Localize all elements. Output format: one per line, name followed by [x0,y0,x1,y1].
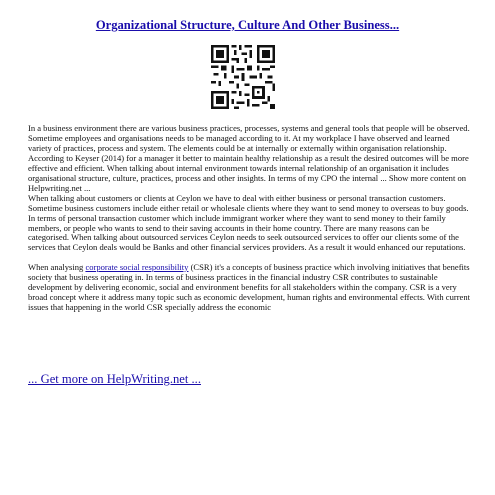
paragraph [28,263,470,313]
article-body [28,124,470,313]
document-title-link[interactable]: Organizational Structure, Culture And Other Business... [95,18,400,32]
get-more-link[interactable]: ... Get more on HelpWriting.net ... [28,372,201,386]
csr-link[interactable]: corporate social responsibility [85,261,189,272]
paragraph-text: (CSR) it's a concepts of business practice which involving initiatives that benefits society that business operating in. In terms of business practices in the financial industry CSR contributes to sustainable development by delivering economic, social and environment benefits for all stakeholders within the company. CSR is a very broad concept where it address many topic such as economic development, human rights and environmental effects. With current issues that happening in the world CSR specially address the economic [28,261,470,312]
paragraph: In a business environment there are various business practices, processes, systems and general tools that people will be observed. Sometime employees and organisations needs to be managed according to it. At my workplace I have observed and learned variety of practices, process and system. The elements could be at internally or externally within organisation relationship. According to Keyser (2014) for a manager it better to maintain healthy relationship as a result the desired outcomes will be more effective and efficient. When talking about internal environment towards internal relationship of an organisation it includes organisational structure, culture, practices, process and other insights. In terms of my CPO the internal ... Show more content on Helpwriting.net ... [28,123,470,193]
paragraph: When talking about customers or clients at Ceylon we have to deal with either business or personal transaction customers. Sometime business customers include either retail or wholesale clients where they want to send money to overseas to buy goods. In terms of personal transaction customer which include immigrant worker where they want to send money to their family members, or people who wants to send to their saving accounts in their home country. There are many reasons can be categorised. When talking about outsourced services Ceylon needs to seek outsourced services to offer our clients some of the services that Ceylon deals would be Banks and other financial services providers. As a result it would enhanced our reputations. [28,192,469,253]
qr-code-icon [211,45,275,109]
paragraph-text: When analysing [28,261,86,272]
